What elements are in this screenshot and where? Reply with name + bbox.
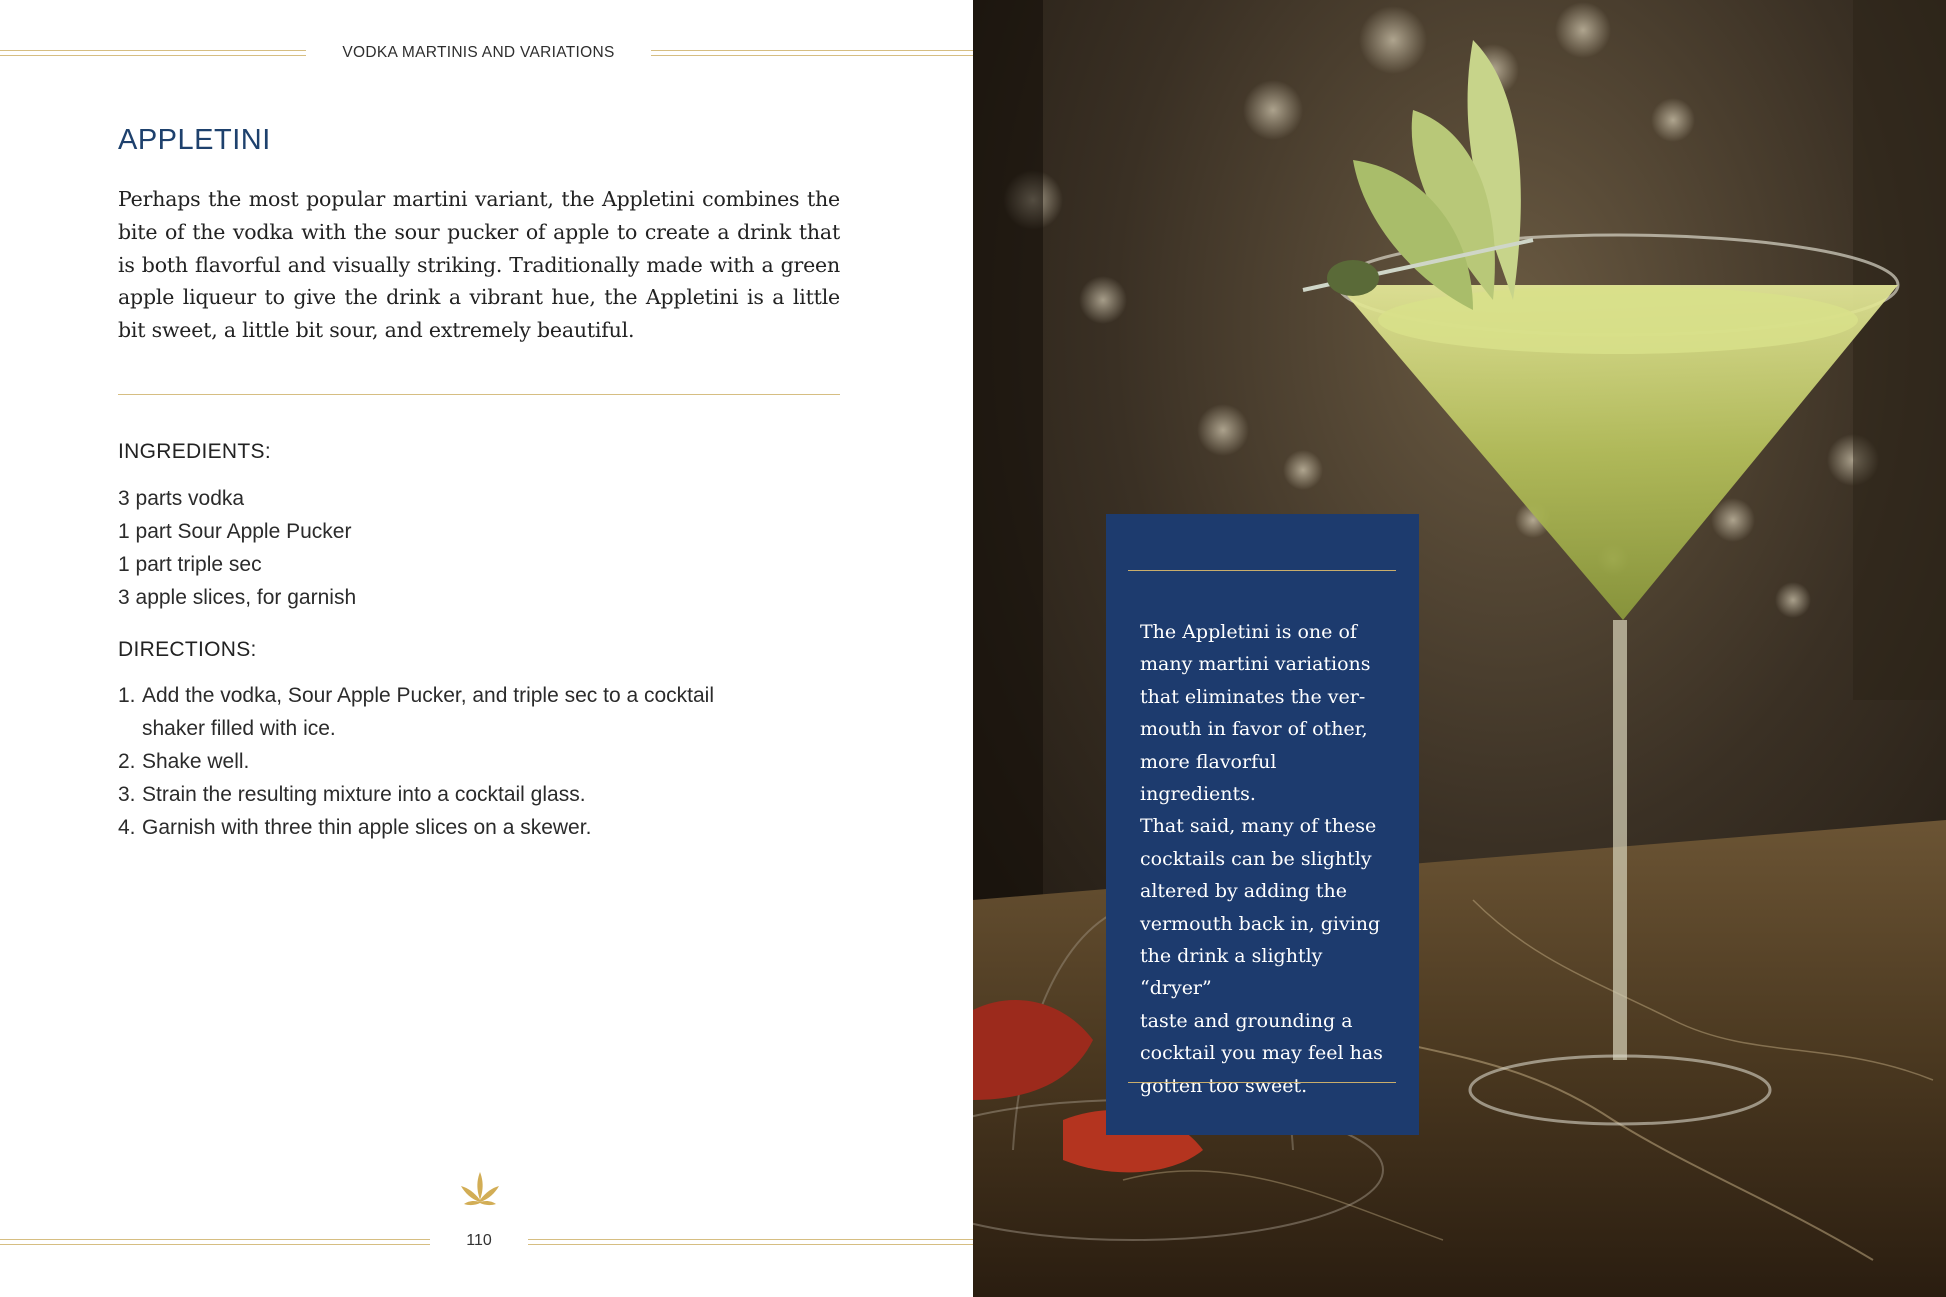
footer-rule-left: [0, 1239, 430, 1245]
ingredient-item: 1 part Sour Apple Pucker: [118, 520, 352, 543]
cocktail-photo: [973, 0, 1946, 1297]
direction-item: [118, 745, 758, 778]
ingredient-item: 1 part triple sec: [118, 553, 262, 576]
direction-number: 2.: [118, 750, 136, 773]
sidebar-line: cocktail you may feel has: [1140, 1042, 1383, 1065]
ingredient-item: 3 apple slices, for garnish: [118, 586, 357, 609]
sidebar-line: That said, many of these: [1140, 815, 1377, 838]
footer-rule-right: [528, 1239, 973, 1245]
sidebar-line: mouth in favor of other,: [1140, 718, 1368, 741]
sidebar-line: many martini variations: [1140, 653, 1371, 676]
sidebar-rule-bottom: [1128, 1082, 1396, 1083]
direction-text: Add the vodka, Sour Apple Pucker, and triple sec to a cocktail shaker filled with ice.: [142, 684, 715, 740]
running-head: VODKA MARTINIS AND VARIATIONS: [342, 44, 615, 61]
directions-heading: DIRECTIONS:: [118, 638, 257, 661]
direction-item: [118, 811, 758, 844]
recipe-title: APPLETINI: [118, 124, 271, 156]
sidebar-line: taste and grounding a: [1140, 1009, 1353, 1032]
direction-text: Shake well.: [142, 750, 250, 773]
header-rule-right: [651, 50, 973, 56]
sidebar-line: gotten too sweet.: [1140, 1074, 1308, 1097]
direction-number: 4.: [118, 816, 136, 839]
sidebar-line: altered by adding the: [1140, 880, 1348, 903]
directions-list: [118, 679, 758, 844]
sidebar-text: [1140, 616, 1398, 1102]
direction-item: [118, 679, 758, 745]
sidebar-line: more flavorful ingredients.: [1140, 750, 1277, 806]
sidebar-box: [1106, 514, 1419, 1135]
recipe-intro: Perhaps the most popular martini variant, the Appletini combines the bite of the vodka with the sour pucker of apple to create a drink that is both flavorful and visually striking. Traditionally made with a green apple liqueur to give the drink a vibrant hue, the Appletini is a little bit sweet, a little bit sour, and extremely beautiful.: [118, 187, 840, 343]
direction-item: [118, 778, 758, 811]
ingredients-heading: INGREDIENTS:: [118, 440, 271, 463]
leaf-crown-icon: [459, 1170, 501, 1212]
direction-number: 3.: [118, 783, 136, 806]
sidebar-line: that eliminates the ver-: [1140, 685, 1366, 708]
sidebar-line: The Appletini is one of: [1140, 621, 1357, 643]
section-divider: [118, 394, 840, 395]
sidebar-line: vermouth back in, giving: [1140, 912, 1381, 935]
sidebar-line: cocktails can be slightly: [1140, 847, 1372, 870]
ingredient-item: 3 parts vodka: [118, 487, 245, 510]
direction-text: Garnish with three thin apple slices on a skewer.: [142, 816, 592, 839]
sidebar-line: the drink a slightly “dryer”: [1140, 945, 1323, 1000]
header-rule-left: [0, 50, 306, 56]
direction-number: 1.: [118, 684, 136, 707]
sidebar-rule-top: [1128, 570, 1396, 571]
page-number: 110: [466, 1232, 492, 1249]
ingredients-list: [118, 482, 356, 614]
direction-text: Strain the resulting mixture into a cocktail glass.: [142, 783, 586, 806]
